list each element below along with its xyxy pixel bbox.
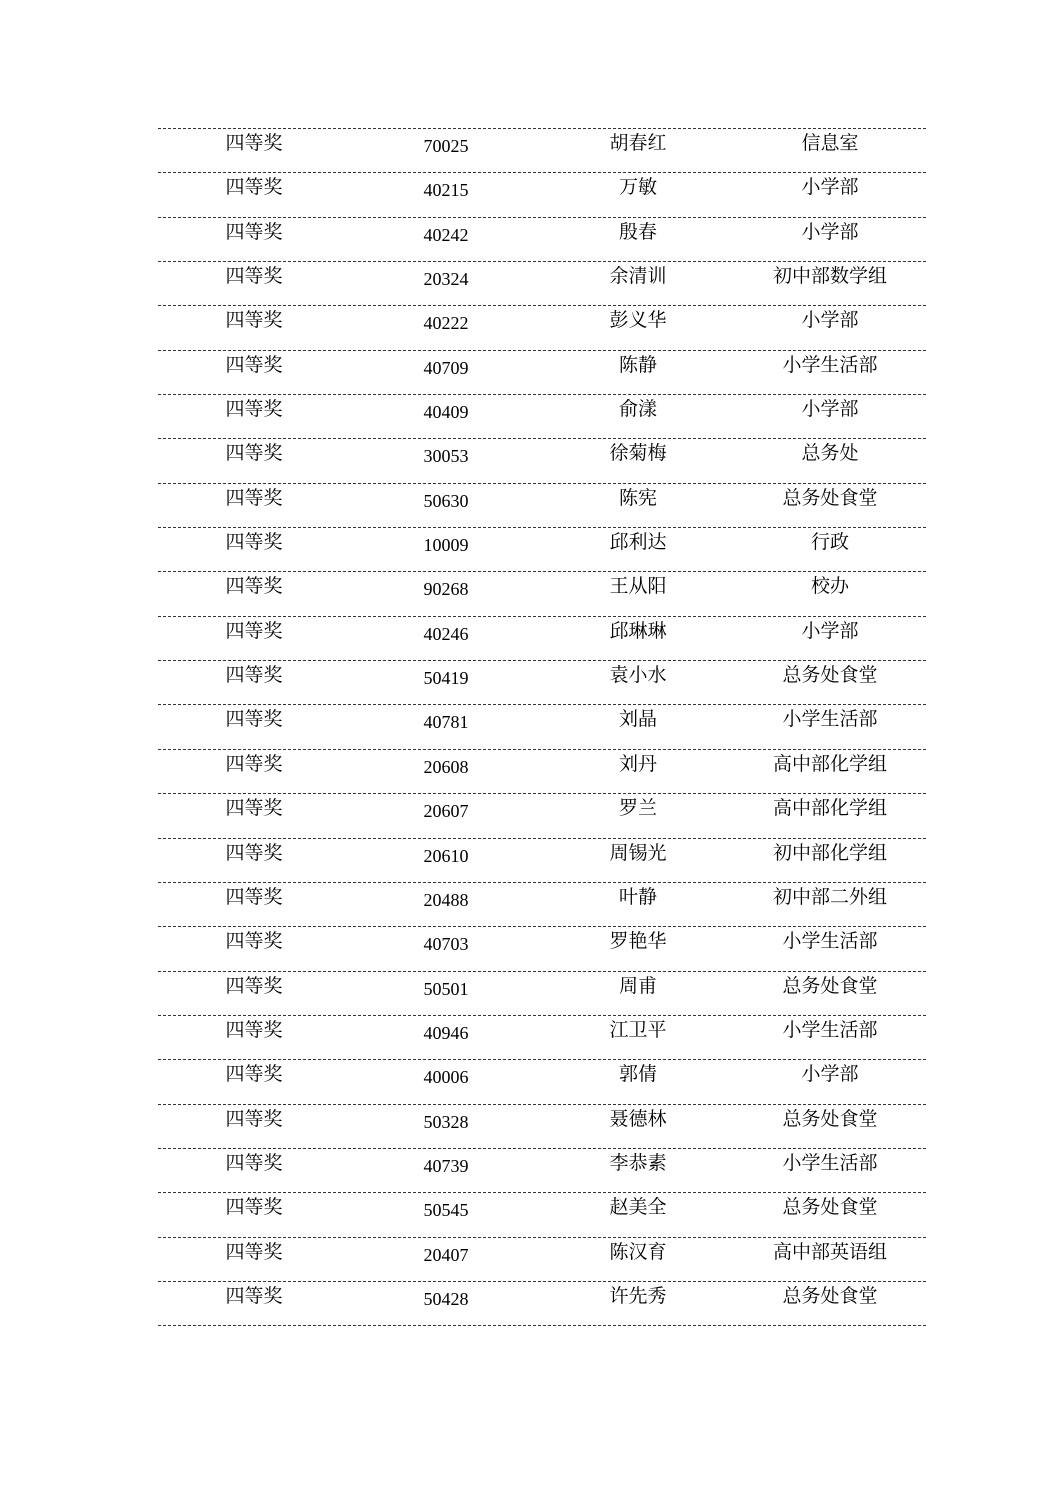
table-row (158, 839, 926, 883)
id-cell: 40246 (423, 623, 469, 644)
dept-cell: 总务处食堂 (782, 974, 878, 997)
name-cell: 周锡光 (609, 841, 667, 864)
table-row (158, 617, 926, 661)
table-row (158, 351, 926, 395)
dept-cell: 小学生活部 (782, 930, 878, 953)
name-cell: 叶静 (618, 885, 657, 908)
id-cell: 50328 (423, 1111, 469, 1132)
table-row (158, 439, 926, 483)
id-cell: 20488 (423, 889, 469, 910)
table-row (158, 395, 926, 439)
table-row (158, 129, 926, 173)
table-row (158, 1016, 926, 1060)
id-cell: 50419 (423, 668, 469, 689)
table-row (158, 1193, 926, 1237)
table-row (158, 306, 926, 350)
award-cell: 四等奖 (225, 1107, 283, 1130)
dept-cell: 总务处食堂 (782, 1284, 878, 1307)
award-cell: 四等奖 (225, 353, 283, 376)
id-cell: 40781 (423, 712, 469, 733)
award-cell: 四等奖 (225, 531, 283, 554)
dept-cell: 总务处食堂 (782, 486, 878, 509)
award-cell: 四等奖 (225, 1018, 283, 1041)
id-cell: 20608 (423, 756, 469, 777)
dept-cell: 信息室 (801, 132, 859, 154)
dept-cell: 高中部化学组 (772, 752, 887, 775)
id-cell: 50428 (423, 1288, 469, 1309)
table-row (158, 1060, 926, 1104)
id-cell: 40006 (423, 1067, 469, 1088)
id-cell: 40946 (423, 1022, 469, 1043)
dept-cell: 高中部化学组 (772, 797, 887, 820)
id-cell: 30053 (423, 446, 469, 467)
name-cell: 袁小水 (609, 664, 667, 687)
id-cell: 20324 (423, 269, 469, 290)
id-cell: 20607 (423, 801, 469, 822)
dept-cell: 小学部 (801, 309, 859, 332)
award-cell: 四等奖 (225, 797, 283, 820)
dept-cell: 高中部英语组 (772, 1240, 887, 1263)
id-cell: 40409 (423, 402, 469, 423)
award-cell: 四等奖 (225, 885, 283, 908)
award-list-table (158, 128, 926, 1326)
name-cell: 李恭素 (609, 1151, 667, 1174)
dept-cell: 总务处食堂 (782, 664, 878, 687)
name-cell: 江卫平 (609, 1018, 667, 1041)
dept-cell: 总务处食堂 (782, 1196, 878, 1219)
id-cell: 40222 (423, 313, 469, 334)
award-cell: 四等奖 (225, 442, 283, 465)
dept-cell: 小学生活部 (782, 708, 878, 731)
id-cell: 40709 (423, 357, 469, 378)
name-cell: 刘丹 (618, 752, 657, 775)
id-cell: 50630 (423, 490, 469, 511)
name-cell: 殷春 (618, 220, 657, 243)
award-cell: 四等奖 (225, 1284, 283, 1307)
name-cell: 徐菊梅 (609, 442, 667, 465)
table-row (158, 1282, 926, 1326)
award-cell: 四等奖 (225, 486, 283, 509)
award-cell: 四等奖 (225, 265, 283, 288)
table-row (158, 484, 926, 528)
table-row (158, 528, 926, 572)
dept-cell: 初中部数学组 (772, 265, 887, 288)
name-cell: 余清训 (609, 265, 667, 288)
award-cell: 四等奖 (225, 575, 283, 598)
table-row (158, 705, 926, 749)
name-cell: 聂德林 (609, 1107, 667, 1130)
id-cell: 50545 (423, 1200, 469, 1221)
id-cell: 40739 (423, 1155, 469, 1176)
award-cell: 四等奖 (225, 752, 283, 775)
dept-cell: 小学生活部 (782, 353, 878, 376)
name-cell: 胡春红 (609, 132, 667, 154)
id-cell: 10009 (423, 535, 469, 556)
name-cell: 彭义华 (609, 309, 667, 332)
name-cell: 陈汉育 (609, 1240, 667, 1263)
table-row (158, 883, 926, 927)
award-cell: 四等奖 (225, 1240, 283, 1263)
name-cell: 周甫 (618, 974, 657, 997)
name-cell: 俞漾 (618, 398, 657, 421)
dept-cell: 小学部 (801, 398, 859, 421)
name-cell: 陈静 (618, 353, 657, 376)
id-cell: 90268 (423, 579, 469, 600)
table-row (158, 262, 926, 306)
name-cell: 许先秀 (609, 1284, 667, 1307)
table-row (158, 927, 926, 971)
id-cell: 70025 (423, 136, 469, 156)
table-row (158, 794, 926, 838)
dept-cell: 总务处食堂 (782, 1107, 878, 1130)
table-row (158, 173, 926, 217)
award-cell: 四等奖 (225, 664, 283, 687)
id-cell: 40703 (423, 934, 469, 955)
award-cell: 四等奖 (225, 708, 283, 731)
name-cell: 罗兰 (618, 797, 657, 820)
name-cell: 邱琳琳 (609, 619, 667, 642)
award-cell: 四等奖 (225, 398, 283, 421)
table-row (158, 750, 926, 794)
name-cell: 王从阳 (609, 575, 667, 598)
award-cell: 四等奖 (225, 974, 283, 997)
name-cell: 万敏 (618, 176, 657, 199)
name-cell: 邱利达 (609, 531, 667, 554)
name-cell: 陈宪 (618, 486, 657, 509)
dept-cell: 小学生活部 (782, 1018, 878, 1041)
dept-cell: 小学部 (801, 619, 859, 642)
table-row (158, 572, 926, 616)
dept-cell: 小学生活部 (782, 1151, 878, 1174)
dept-cell: 行政 (810, 531, 849, 554)
dept-cell: 总务处 (801, 442, 859, 465)
table-row (158, 218, 926, 262)
name-cell: 罗艳华 (609, 930, 667, 953)
dept-cell: 小学部 (801, 220, 859, 243)
award-cell: 四等奖 (225, 930, 283, 953)
name-cell: 刘晶 (618, 708, 657, 731)
award-cell: 四等奖 (225, 1196, 283, 1219)
dept-cell: 校办 (810, 575, 849, 598)
id-cell: 20610 (423, 845, 469, 866)
table-row (158, 1149, 926, 1193)
award-cell: 四等奖 (225, 176, 283, 199)
table-row (158, 972, 926, 1016)
table-row (158, 661, 926, 705)
award-cell: 四等奖 (225, 309, 283, 332)
dept-cell: 小学部 (801, 1063, 859, 1086)
award-cell: 四等奖 (225, 1063, 283, 1086)
id-cell: 40242 (423, 224, 469, 245)
table-row (158, 1105, 926, 1149)
award-cell: 四等奖 (225, 1151, 283, 1174)
id-cell: 40215 (423, 180, 469, 201)
dept-cell: 小学部 (801, 176, 859, 199)
dept-cell: 初中部二外组 (772, 885, 887, 908)
table-row (158, 1238, 926, 1282)
award-cell: 四等奖 (225, 619, 283, 642)
award-cell: 四等奖 (225, 841, 283, 864)
id-cell: 20407 (423, 1244, 469, 1265)
name-cell: 郭倩 (618, 1063, 657, 1086)
id-cell: 50501 (423, 978, 469, 999)
award-cell: 四等奖 (225, 220, 283, 243)
dept-cell: 初中部化学组 (772, 841, 887, 864)
award-cell: 四等奖 (225, 132, 283, 154)
name-cell: 赵美全 (609, 1196, 667, 1219)
